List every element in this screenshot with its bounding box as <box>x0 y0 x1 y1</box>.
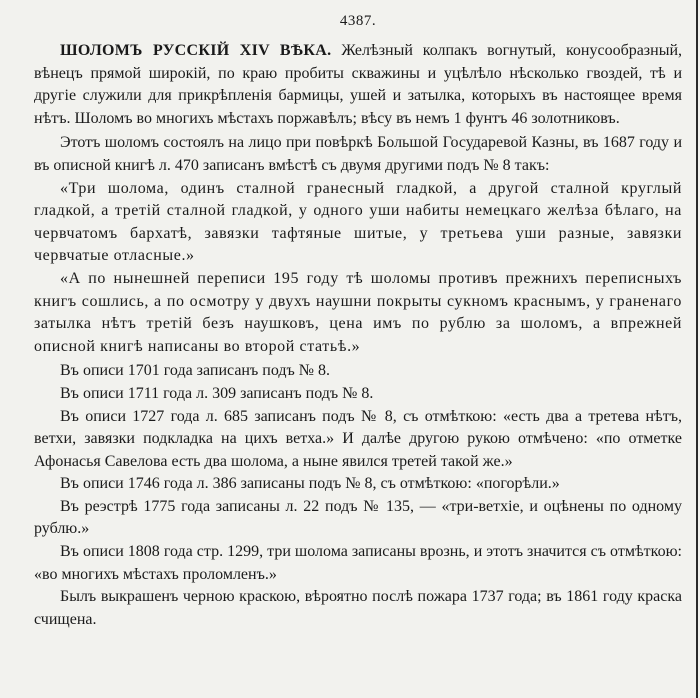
quote-revision-entry: «А по нынешней переписи 195 году тѣ шоломы противъ прежнихъ переписныхъ книгъ сошлись, а по осмотру у двухъ наушни покрыты сукномъ краснымъ, у граненаго затылка нѣтъ третій безъ наушковъ, цена имъ по рублю за шоломъ, а впрежней описной книгѣ написаны во второй статьѣ.» <box>34 269 682 355</box>
paragraph-description <box>34 40 682 130</box>
catalog-number: 4387. <box>339 13 377 29</box>
paragraph-inventory-1727: Въ описи 1727 года л. 685 записанъ подъ № 8, съ отмѣткою: «есть два а третева нѣтъ, ветхи, завязки подкладка на цихъ ветха.» И далѣе другою рукою отмѣчено: «по отметке Афонасья Савелова есть два шолома, а ныне явился третей такой же.» <box>34 407 682 470</box>
paragraph-inventory-1701: Въ описи 1701 года записанъ подъ № 8. <box>60 362 331 380</box>
paragraph-inventory-1746: Въ описи 1746 года л. 386 записаны подъ № 8, съ отмѣткою: «погорѣли.» <box>60 475 560 493</box>
item-heading: ШОЛОМЪ РУССКІЙ XIV ВѢКА. <box>60 42 332 59</box>
paragraph-paint-note: Былъ выкрашенъ черною краскою, вѣроятно послѣ пожара 1737 года; въ 1861 году краска счищена. <box>34 588 682 628</box>
paragraph-inventory-1808: Въ описи 1808 года стр. 1299, три шолома записаны врознь, и этотъ значится съ отмѣткою: «во многихъ мѣстахъ проломленъ.» <box>34 543 682 583</box>
description-text: Желѣзный колпакъ вогнутый, конусообразный, вѣнецъ прямой широкій, по краю пробиты скважины и уцѣлѣло нѣсколько гвоздей, тѣ и другіе служили для прикрѣпленія бармицы, ушей и затылка, которыхъ въ настоящее время нѣтъ. Шоломъ во многихъ мѣстахъ поржавѣлъ; вѣсу въ немъ 1 фунтъ 46 золотниковъ. <box>34 42 683 127</box>
quote-inventory-entry: «Три шолома, одинъ сталной гранеcный гладкой, а другой сталной круглый гладкой, а третій сталной гладкой, у одного уши набиты немецкаго желѣза бѣлаго, на червчатомъ бархатѣ, завязки тафтяные шитые, у третьева уши разные, завязки червчатые отласные.» <box>34 179 682 265</box>
paragraph-inventory-1687: Этотъ шоломъ состоялъ на лицо при повѣркѣ Большой Государевой Казны, въ 1687 году и въ описной книгѣ л. 470 записанъ вмѣстѣ съ двумя другими подъ № 8 такъ: <box>34 134 682 174</box>
paragraph-register-1775: Въ реэстрѣ 1775 года записаны л. 22 подъ № 135, — «три-ветхіе, и оцѣнены по одному рублю.» <box>34 497 682 538</box>
page-edge-rule <box>696 0 698 698</box>
paragraph-inventory-1711: Въ описи 1711 года л. 309 записанъ подъ № 8. <box>60 384 374 402</box>
